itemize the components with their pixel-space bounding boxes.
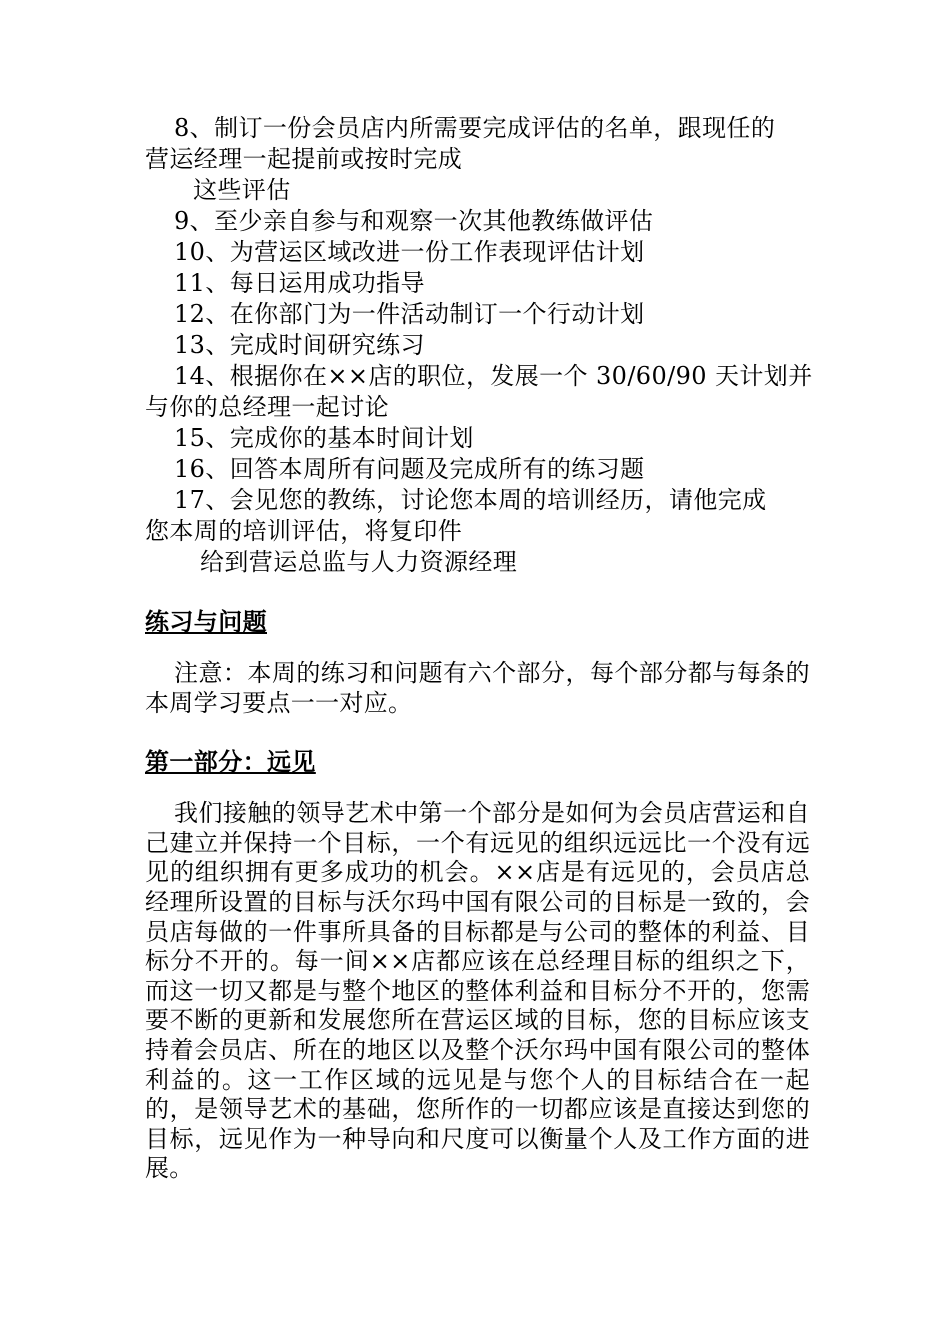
list-item — [145, 113, 810, 206]
list-item-text: 8、制订一份会员店内所需要完成评估的名单，跟现任的 — [174, 114, 776, 142]
list-item-continuation: 这些评估 — [193, 176, 291, 204]
list-item-continuation: 您本周的培训评估，将复印件 — [145, 517, 463, 545]
note-paragraph: 注意：本周的练习和问题有六个部分，每个部分都与每条的本周学习要点一一对应。 — [145, 659, 810, 717]
list-item: 9、至少亲自参与和观察一次其他教练做评估 — [174, 207, 654, 235]
body-paragraph: 我们接触的领导艺术中第一个部分是如何为会员店营运和自己建立并保持一个目标，一个有远见的组织远远比一个没有远见的组织拥有更多成功的机会。××店是有远见的，会员店总经理所设置的目标与沃尔玛中国有限公司的目标是一致的，会员店每做的一件事所具备的目标都是与公司的整体的利益、目标分不开的。每一间××店都应该在总经理目标的组织之下，而这一切又都是与整个地区的整体利益和目标分不开的，您需要不断的更新和发展您所在营运区域的目标，您的目标应该支持着会员店、所在的地区以及整个沃尔玛中国有限公司的整体利益的。这一工作区域的远见是与您个人的目标结合在一起的，是领导艺术的基础，您所作的一切都应该是直接达到您的目标，远见作为一种导向和尺度可以衡量个人及工作方面的进展。 — [145, 799, 810, 1183]
list-item: 12、在你部门为一件活动制订一个行动计划 — [174, 300, 645, 328]
section-heading-part-one: 第一部分：远见 — [145, 747, 316, 777]
list-item: 11、每日运用成功指导 — [174, 269, 425, 297]
document-page — [145, 113, 813, 1184]
section-heading-exercises: 练习与问题 — [145, 607, 267, 636]
list-item-continuation: 给到营运总监与人力资源经理 — [200, 548, 518, 576]
list-item — [145, 361, 813, 423]
list-item: 10、为营运区域改进一份工作表现评估计划 — [174, 238, 645, 266]
list-item-continuation: 与你的总经理一起讨论 — [145, 393, 389, 421]
list-item: 15、完成你的基本时间计划 — [174, 424, 474, 452]
list-item-text: 14、根据你在××店的职位，发展一个 30/60/90 天计划并 — [174, 362, 813, 390]
list-item — [145, 485, 810, 578]
list-item: 16、回答本周所有问题及完成所有的练习题 — [174, 455, 645, 483]
list-item-continuation: 营运经理一起提前或按时完成 — [145, 145, 463, 173]
list-item-text: 17、会见您的教练，讨论您本周的培训经历，请他完成 — [174, 486, 767, 514]
list-item: 13、完成时间研究练习 — [174, 331, 425, 359]
